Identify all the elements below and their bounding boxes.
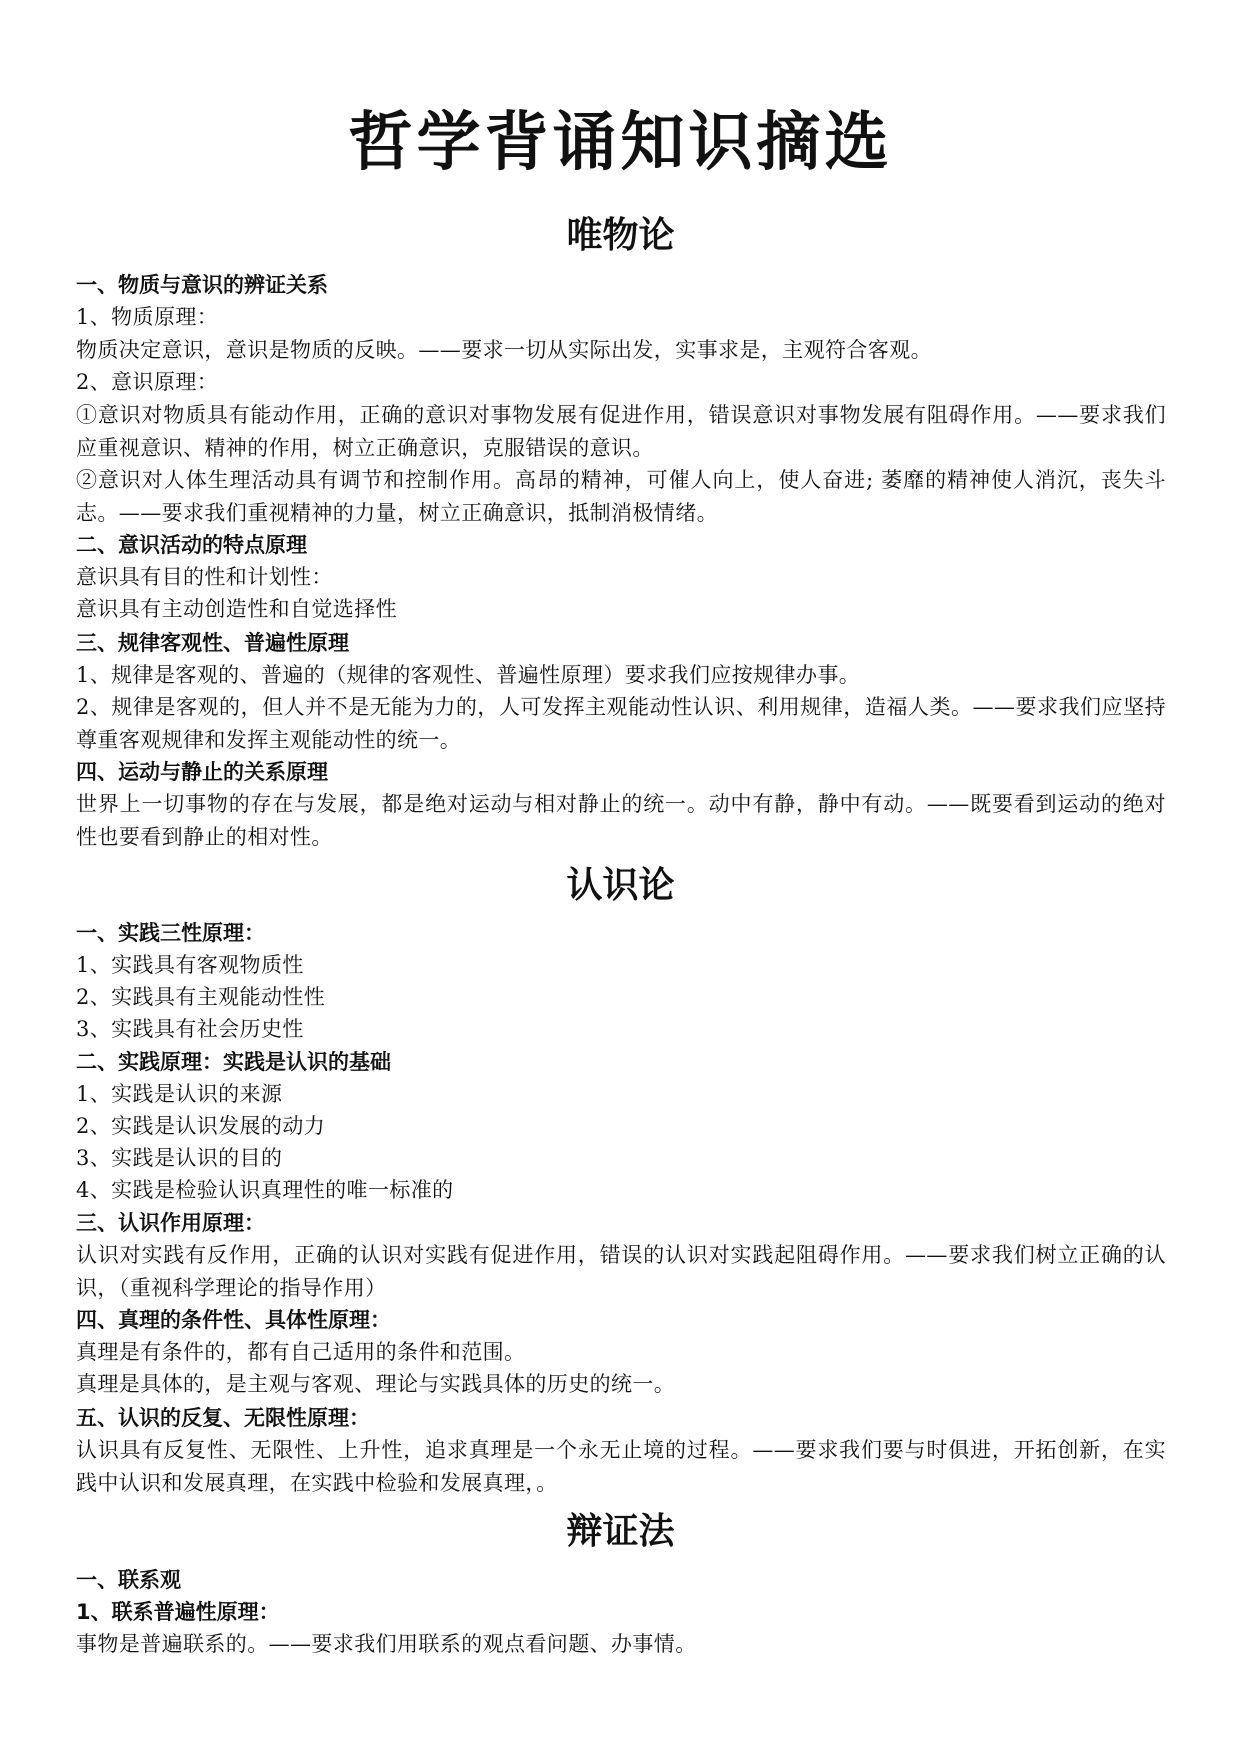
section-title-materialism: 唯物论 [566, 214, 675, 256]
heading-matter-consciousness: 一、物质与意识的辨证关系 [76, 273, 328, 297]
paragraph: 1、实践具有客观物质性 [76, 953, 304, 977]
paragraph: 认识对实践有反作用，正确的认识对实践有促进作用，错误的认识对实践起阻碍作用。——要求我们树立正确的认识，（重视科学理论的指导作用） [76, 1243, 1166, 1300]
heading-consciousness-activity: 二、意识活动的特点原理 [76, 533, 307, 557]
paragraph: 1、实践是认识的来源 [76, 1082, 283, 1106]
paragraph: ②意识对人体生理活动具有调节和控制作用。高昂的精神，可催人向上，使人奋进; 萎靡的精神使人消沉，丧失斗志。——要求我们重视精神的力量，树立正确意识，抵制消极情绪。 [76, 468, 1166, 525]
heading-practice-basis: 二、实践原理：实践是认识的基础 [76, 1050, 391, 1074]
heading-motion-rest: 四、运动与静止的关系原理 [76, 760, 328, 784]
paragraph: 意识具有目的性和计划性： [76, 565, 333, 589]
paragraph: 2、实践是认识发展的动力 [76, 1114, 326, 1138]
paragraph: 认识具有反复性、无限性、上升性，追求真理是一个永无止境的过程。——要求我们要与时俱进，开拓创新，在实践中认识和发展真理，在实践中检验和发展真理，。 [76, 1438, 1166, 1495]
paragraph: 3、实践是认识的目的 [76, 1146, 283, 1170]
paragraph: 真理是具体的，是主观与客观、理论与实践具体的历史的统一。 [76, 1372, 676, 1396]
paragraph: 世界上一切事物的存在与发展，都是绝对运动与相对静止的统一。动中有静，静中有动。——既要看到运动的绝对性也要看到静止的相对性。 [76, 792, 1166, 849]
paragraph: 4、实践是检验认识真理性的唯一标准的 [76, 1178, 454, 1202]
section-title-epistemology: 认识论 [566, 864, 675, 906]
paragraph: 3、实践具有社会历史性 [76, 1017, 304, 1041]
heading-connection-universality: 1、联系普遍性原理： [76, 1600, 280, 1624]
heading-practice-traits: 一、实践三性原理： [76, 921, 265, 945]
heading-truth-conditions: 四、真理的条件性、具体性原理： [76, 1308, 391, 1332]
paragraph: 1、物质原理： [76, 305, 219, 329]
heading-cognition-effect: 三、认识作用原理： [76, 1211, 265, 1235]
paragraph: 2、实践具有主观能动性性 [76, 985, 326, 1009]
paragraph: 真理是有条件的，都有自己适用的条件和范围。 [76, 1340, 526, 1364]
paragraph: 1、规律是客观的、普遍的（规律的客观性、普遍性原理）要求我们应按规律办事。 [76, 663, 861, 687]
document-title: 哲学背诵知识摘选 [348, 105, 893, 180]
paragraph: 意识具有主动创造性和自觉选择性 [76, 597, 397, 621]
paragraph: 事物是普遍联系的。——要求我们用联系的观点看问题、办事情。 [76, 1632, 697, 1656]
heading-cognition-infinite: 五、认识的反复、无限性原理： [76, 1406, 370, 1430]
section-title-dialectics: 辩证法 [566, 1510, 675, 1552]
paragraph: 2、意识原理： [76, 370, 219, 394]
heading-connection-view: 一、联系观 [76, 1568, 181, 1592]
paragraph: 2、规律是客观的，但人并不是无能为力的，人可发挥主观能动性认识、利用规律，造福人类。——要求我们应坚持尊重客观规律和发挥主观能动性的统一。 [76, 695, 1166, 752]
paragraph: ①意识对物质具有能动作用，正确的意识对事物发展有促进作用，错误意识对事物发展有阻碍作用。——要求我们应重视意识、精神的作用，树立正确意识，克服错误的意识。 [76, 403, 1166, 460]
heading-objective-laws: 三、规律客观性、普遍性原理 [76, 631, 349, 655]
paragraph: 物质决定意识，意识是物质的反映。——要求一切从实际出发，实事求是，主观符合客观。 [76, 338, 932, 362]
